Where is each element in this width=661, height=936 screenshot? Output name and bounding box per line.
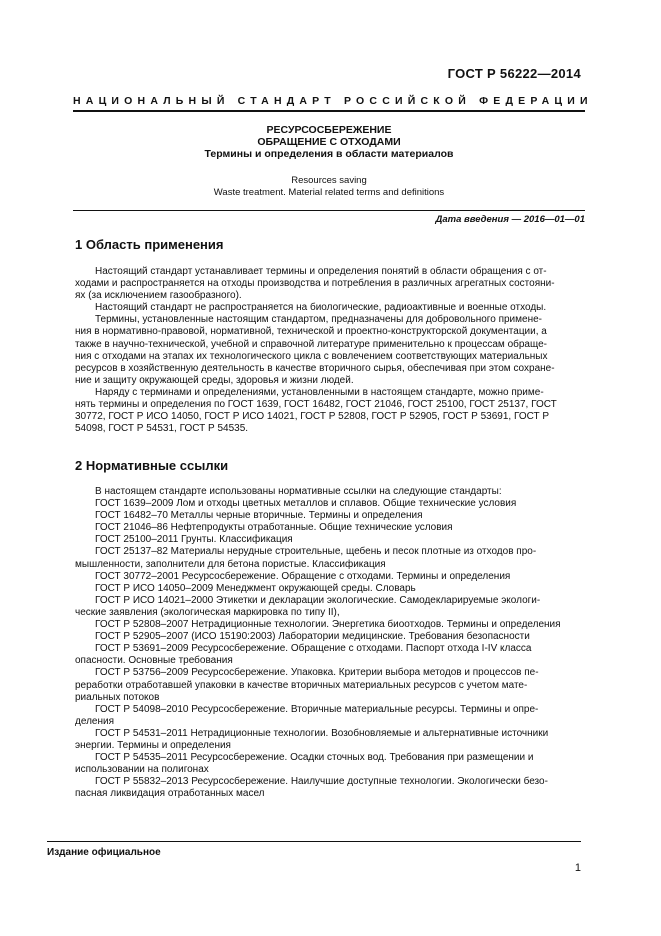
date-rule xyxy=(73,210,585,211)
reference-item-cont: пасная ликвидация отработанных масел xyxy=(75,788,265,800)
document-number: ГОСТ Р 56222—2014 xyxy=(447,66,581,81)
document-title-english xyxy=(73,175,585,199)
text-line: 54098, ГОСТ Р 54531, ГОСТ Р 54535. xyxy=(75,423,249,435)
reference-item-cont: ческие заявления (экологическая маркировка по типу II), xyxy=(75,606,340,618)
reference-item: ГОСТ Р 52905–2007 (ИСО 15190:2003) Лаборатории медицинские. Требования безопасности xyxy=(95,631,530,643)
section-2-body xyxy=(75,486,582,800)
effective-date: Дата введения — 2016—01—01 xyxy=(435,214,585,225)
section-2-heading: 2 Нормативные ссылки xyxy=(75,458,229,473)
title-line-3: Термины и определения в области материалов xyxy=(204,148,454,160)
text-line: Наряду с терминами и определениями, установленными в настоящем стандарте, можно приме- xyxy=(95,386,544,398)
reference-item-cont: риальных потоков xyxy=(75,691,160,703)
text-line: ях (за исключением газообразного). xyxy=(75,290,242,302)
reference-item: ГОСТ Р ИСО 14021–2000 Этикетки и декларации экологические. Самодекларируемые экологи- xyxy=(95,594,541,606)
reference-item-cont: реработки отработавшей упаковки в качестве вторичных материальных ресурсов с учетом мате- xyxy=(75,679,528,691)
text-line: ние и защиту окружающей среды, здоровья и жизни людей. xyxy=(75,374,354,386)
reference-item: ГОСТ 25100–2011 Грунты. Классификация xyxy=(95,534,293,546)
section-1-heading: 1 Область применения xyxy=(75,237,224,252)
text-line: ресурсов в хозяйственную деятельность в качестве вторичного сырья, обеспечивая при этом сохране- xyxy=(75,362,555,374)
reference-item: ГОСТ Р 55832–2013 Ресурсосбережение. Наилучшие доступные технологии. Экологически безо- xyxy=(95,776,548,788)
text-line: 30772, ГОСТ Р ИСО 14050, ГОСТ Р ИСО 14021, ГОСТ Р 52808, ГОСТ Р 52905, ГОСТ Р 53691, ГОСТ Р xyxy=(75,411,550,423)
reference-item: ГОСТ Р ИСО 14050–2009 Менеджмент окружающей среды. Словарь xyxy=(95,582,416,594)
title-line-1: РЕСУРСОСБЕРЕЖЕНИЕ xyxy=(266,124,392,136)
reference-item: ГОСТ Р 53691–2009 Ресурсосбережение. Обращение с отходами. Паспорт отхода I-IV класса xyxy=(95,643,532,655)
text-line: ходами и распространяется на отходы производства и потребления в различных агрегатных состояни- xyxy=(75,278,555,290)
document-title xyxy=(73,124,585,160)
title-en-line-2: Waste treatment. Material related terms and definitions xyxy=(213,187,445,198)
reference-item-cont: опасности. Основные требования xyxy=(75,655,233,667)
banner-rule xyxy=(73,110,585,112)
text-line: также в научно-технической, учебной и справочной литературе применительно к процессам обраще- xyxy=(75,338,547,350)
text-line: Настоящий стандарт не распространяется на биологические, радиоактивные и военные отходы. xyxy=(95,302,547,314)
text-line: ния в нормативно-правовой, нормативной, технической и проектно-конструкторской документации, а xyxy=(75,326,547,338)
reference-item: ГОСТ Р 53756–2009 Ресурсосбережение. Упаковка. Критерии выбора методов и процессов пе- xyxy=(95,667,539,679)
reference-item: ГОСТ Р 52808–2007 Нетрадиционные технологии. Энергетика биоотходов. Термины и определения xyxy=(95,619,561,631)
text-line: нять термины и определения по ГОСТ 1639, ГОСТ 16482, ГОСТ 21046, ГОСТ 25100, ГОСТ 25137, ГОСТ xyxy=(75,399,557,411)
reference-item: ГОСТ Р 54535–2011 Ресурсосбережение. Осадки сточных вод. Требования при размещении и xyxy=(95,752,534,764)
title-line-2: ОБРАЩЕНИЕ С ОТХОДАМИ xyxy=(257,136,401,148)
text-line: ния с отходами на этапах их технологического цикла с вовлечением соответствующих материальных xyxy=(75,350,548,362)
reference-item: ГОСТ 21046–86 Нефтепродукты отработанные. Общие технические условия xyxy=(95,522,453,534)
reference-item: ГОСТ Р 54098–2010 Ресурсосбережение. Вторичные материальные ресурсы. Термины и опре- xyxy=(95,703,539,715)
reference-item: ГОСТ 25137–82 Материалы нерудные строительные, щебень и песок плотные из отходов про- xyxy=(95,546,537,558)
reference-item-cont: использовании на полигонах xyxy=(75,764,209,776)
title-en-line-1: Resources saving xyxy=(291,175,367,186)
reference-item: ГОСТ 30772–2001 Ресурсосбережение. Обращение с отходами. Термины и определения xyxy=(95,570,511,582)
reference-item-cont: деления xyxy=(75,715,114,727)
reference-item-cont: мышленности, заполнители для бетона пористые. Классификация xyxy=(75,558,386,570)
text-line: В настоящем стандарте использованы нормативные ссылки на следующие стандарты: xyxy=(95,486,502,497)
page-number: 1 xyxy=(574,862,581,874)
official-edition-label: Издание официальное xyxy=(47,847,161,858)
reference-item: ГОСТ 16482–70 Металлы черные вторичные. Термины и определения xyxy=(95,510,423,522)
reference-item: ГОСТ 1639–2009 Лом и отходы цветных металлов и сплавов. Общие технические условия xyxy=(95,498,517,510)
text-line: Термины, установленные настоящим стандартом, предназначены для добровольного примене- xyxy=(95,314,542,326)
text-line: Настоящий стандарт устанавливает термины и определения понятий в области обращения с от- xyxy=(95,266,547,277)
national-standard-banner: НАЦИОНАЛЬНЫЙ СТАНДАРТ РОССИЙСКОЙ ФЕДЕРАЦИИ xyxy=(73,95,593,107)
reference-item-cont: энергии. Термины и определения xyxy=(75,739,231,751)
section-1-body xyxy=(75,266,582,435)
footer-rule xyxy=(47,841,581,842)
reference-item: ГОСТ Р 54531–2011 Нетрадиционные технологии. Возобновляемые и альтернативные источники xyxy=(95,727,549,739)
